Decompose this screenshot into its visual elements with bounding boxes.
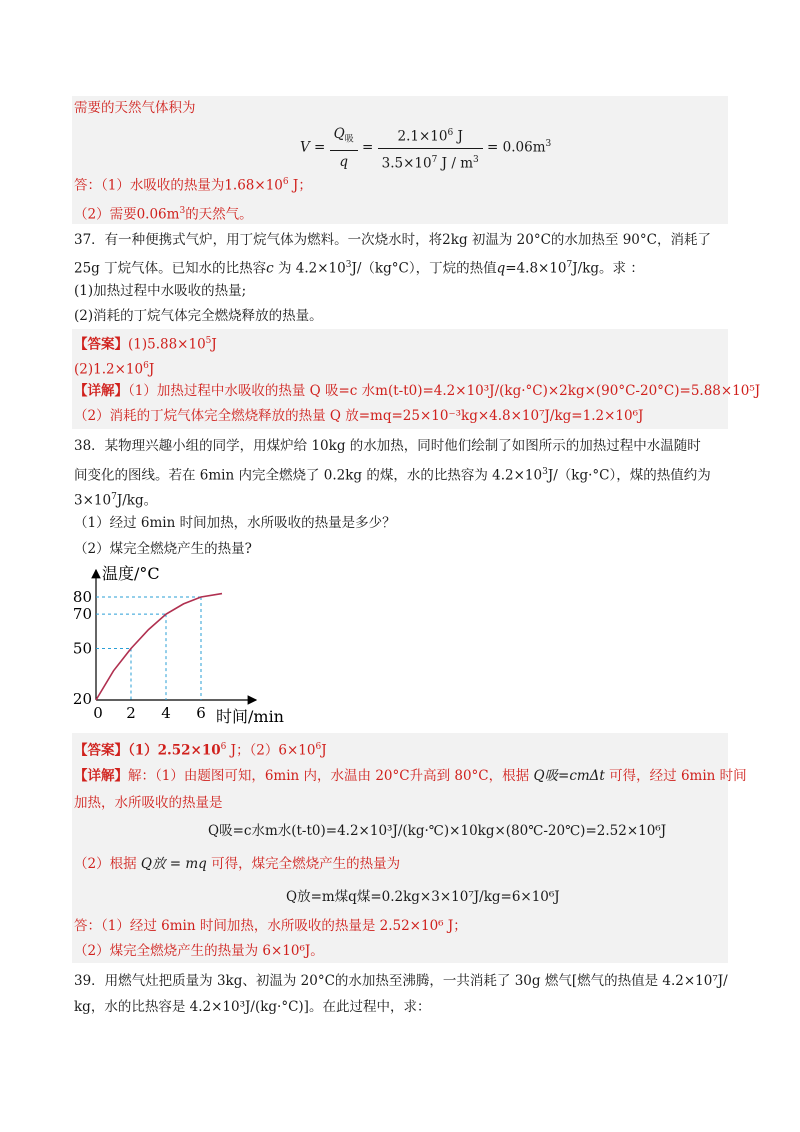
q38-detail-2: 加热，水所吸收的热量是	[74, 795, 223, 811]
q38-detail-3: （2）根据 Q放 = mq 可得，煤完全燃烧产生的热量为	[74, 856, 401, 872]
q39-line-1: 39．用燃气灶把质量为 3kg、初温为 20°C的水加热至沸腾，一共消耗了 30g 燃气[燃气的热值是 4.2×10⁷J/	[74, 973, 728, 989]
q37-detail-1: 【详解】（1）加热过程中水吸收的热量 Q 吸=c 水m(t-t0)=4.2×10³J/(kg·°C)×2kg×(90°C-20°C)=5.88×10⁵J	[74, 383, 761, 399]
y-tick-70: 70	[72, 605, 92, 624]
q37-detail-2: （2）消耗的丁烷气体完全燃烧释放的热量 Q 放=mq=25×10⁻³kg×4.8×10⁷J/kg=1.2×10⁶J	[74, 408, 644, 424]
q36-answer-1: 答：（1）水吸收的热量为$1.68\times 10^6$ J；	[74, 177, 312, 194]
q38-final-2: （2）煤完全燃烧产生的热量为 6×10⁶J。	[74, 943, 324, 959]
x-tick-0: 0	[93, 704, 103, 722]
q36-answer-2: （2）需要$0.06m^3$的天然气。	[74, 206, 253, 223]
q38-formula-1: Q吸=c水m水(t-t0)=4.2×10³J/(kg·℃)×10kg×(80℃-20℃)=2.52×10⁶J	[208, 823, 667, 839]
x-tick-6: 6	[196, 704, 206, 722]
y-tick-50: 50	[72, 639, 92, 658]
q38-line-3: $3\times 10^7J/kg$。	[74, 492, 158, 509]
q38-sub-1: （1）经过 6min 时间加热，水所吸收的热量是多少？	[74, 515, 396, 531]
q38-answer: 【答案】$(1)2.52\times 10^6$ J；$(2)6\times 10^6J$	[74, 742, 327, 759]
q37-sub-1: (1)加热过程中水吸收的热量;	[74, 283, 247, 299]
x-tick-4: 4	[161, 704, 171, 722]
q36-volume-formula: V = $\frac{Q_吸}{q}$ = $\frac{2.1\times 10^6 J}{3.5\times 10^7 J / m^3}$ = $0.06m^3$	[300, 125, 552, 171]
q38-final-1: 答：（1）经过 6min 时间加热，水所吸收的热量是 2.52×10⁶ J；	[74, 918, 467, 934]
fraction-values: $\frac{2.1\times 10^6 J}{3.5\times 10^7 J / m^3}$	[378, 124, 483, 172]
temperature-time-chart	[72, 560, 302, 730]
x-axis-label: 时间/min	[216, 707, 284, 726]
q38-formula-2: Q放=m煤q煤=0.2kg×3×10⁷J/kg=6×10⁶J	[286, 889, 560, 905]
q37-answer-1: 【答案】$(1)5.88\times 10^5J$	[74, 336, 217, 353]
q38-line-2: 间变化的图线。若在 6min 内完全燃烧了 0.2kg 的煤，水的比热容为 $4.2\times 10^3J/(kg\cdot^\circ C)$，煤的热值约为	[74, 467, 711, 484]
temperature-curve	[96, 594, 222, 700]
q37-line-1: 37．有一种便携式气炉，用丁烷气体为燃料。一次烧水时，将2kg 初温为 20°C的水加热至 90°C，消耗了	[74, 232, 711, 248]
q37-line-2: 25g 丁烷气体。已知水的比热容c 为 $4.2\times 10^3J/(kg^\circ C)$，丁烷的热值$q=4.8\times 10^7J/kg$。求 ：	[74, 260, 644, 277]
fraction-q-over-q: $\frac{Q_吸}{q}$	[330, 125, 358, 172]
x-tick-2: 2	[126, 704, 136, 722]
q38-detail-1: 【详解】解：（1）由题图可知，6min 内，水温由 20°C升高到 80°C，根据 Q吸=cmΔt 可得，经过 6min 时间	[74, 768, 747, 784]
q38-sub-2: （2）煤完全燃烧产生的热量?	[74, 541, 252, 557]
q39-line-2: kg，水的比热容是 4.2×10³J/(kg·°C)]。在此过程中，求：	[74, 999, 431, 1015]
y-tick-80: 80	[72, 588, 92, 606]
q37-sub-2: (2)消耗的丁烷气体完全燃烧释放的热量。	[74, 308, 323, 324]
q37-answer-2: $(2)1.2\times 10^6J$	[74, 361, 155, 378]
q36-volume-intro: 需要的天然气体积为	[74, 100, 196, 116]
y-tick-20: 20	[72, 690, 92, 708]
q38-line-1: 38．某物理兴趣小组的同学，用煤炉给 10kg 的水加热，同时他们绘制了如图所示的加热过程中水温随时	[74, 438, 701, 454]
y-axis-label: 温度/°C	[102, 564, 160, 583]
